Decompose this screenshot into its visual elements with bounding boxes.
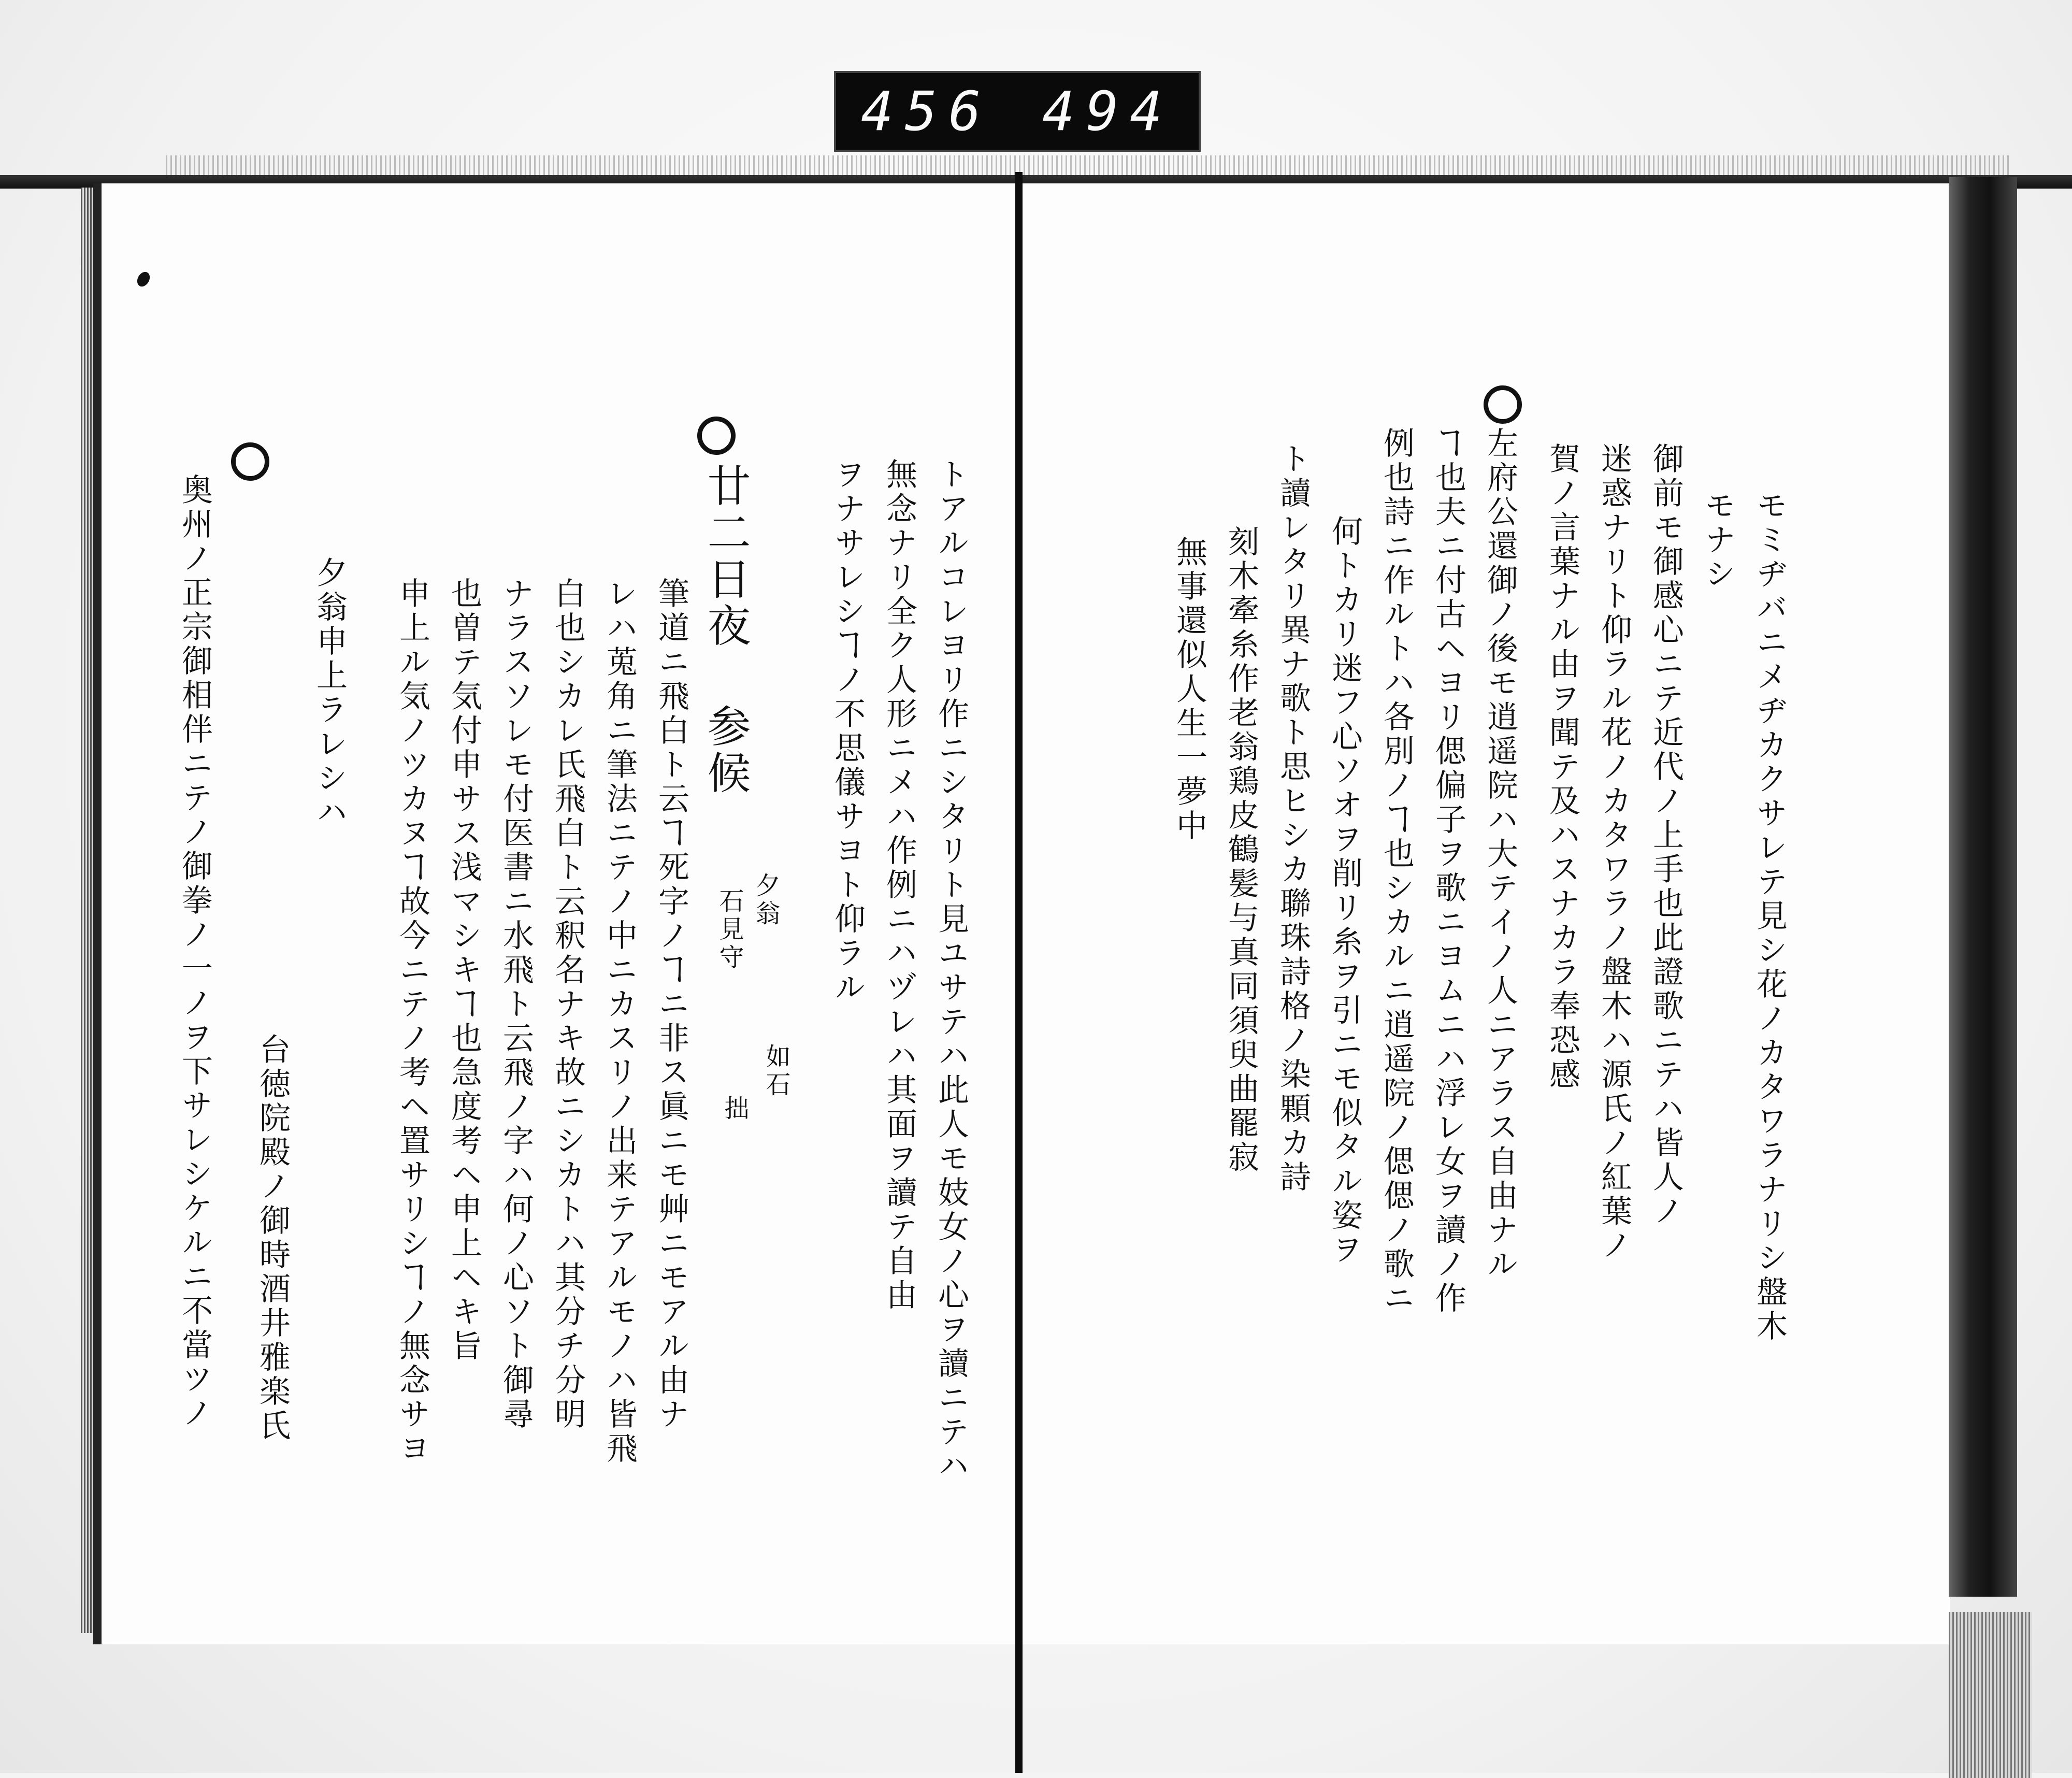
text-column: 台徳院殿ノ御時酒井雅楽氏 [254,1033,291,1443]
ink-mark [135,270,152,289]
text-column: トアルコレヨリ作ニシタリト見ユサテハ此人モ妓女ノ心ヲ讀ニテハ [933,458,969,1484]
text-column: 迷惑ナリト仰ラル花ノカタワラノ盤木ハ源氏ノ紅葉ノ [1596,442,1632,1263]
frame-counter-plate [834,71,1201,152]
text-column: モミヂバニメヂカクサレテ見シ花ノカタワラナリシ盤木 [1751,489,1788,1344]
right-page-edges [1949,177,2017,1597]
text-column: 如石 [761,1043,790,1099]
text-column: 廿二日夜 参候 [700,463,751,797]
text-column: 奥州ノ正宗御相伴ニテノ御拳ノ一ノヲ下サレシケルニ不當ツノ [177,474,213,1431]
text-column: 左府公還御ノ後モ逍遥院ハ大テイノ人ニアラス自由ナル [1482,427,1518,1282]
text-column: 御前モ御感心ニテ近代ノ上手也此證歌ニテハ皆人ノ [1648,442,1684,1229]
text-column: 拙 [720,1095,749,1123]
text-column: 何トカリ迷フ心ソオヲ削リ糸ヲ引ニモ似タル姿ヲ [1327,515,1363,1267]
text-column: ヿ也夫ニ付古ヘヨリ偲偏子ヲ歌ニヨムニハ浮レ女ヲ讀ノ作 [1430,427,1466,1316]
text-column: レハ莵角ニ筆法ニテノ中ニカスリノ出来テアルモノハ皆飛 [601,577,638,1466]
counter-right-number: 494 [1042,80,1174,143]
text-column: 筆道ニ飛白ト云ヿ死字ノヿニ非ス眞ニモ艸ニモアル由ナ [653,577,689,1432]
text-column: 刻木牽糸作老翁鶏皮鶴髪与真同須臾曲罷寂 [1223,525,1259,1175]
left-page [93,183,1029,1644]
text-column: 夕翁申上ラレシハ [311,556,348,830]
right-page [1024,183,1950,1644]
text-column: 石見守 [715,888,744,972]
text-column: 無念ナリ全ク人形ニメハ作例ニハヅレハ其面ヲ讀テ自由 [881,458,917,1313]
right-page-edges-bottom [1949,1612,2032,1778]
circle-mark [697,417,736,455]
text-column: 白也シカレ氏飛白ト云釈名ナキ故ニシカトハ其分チ分明 [550,577,586,1432]
open-book [73,172,2020,1654]
text-column: 申上ル気ノツカヌヿ故今ニテノ考ヘ置サリシヿノ無念サヨ [394,577,430,1466]
text-column: 也曽テ気付申サス浅マシキヿ也急度考ヘ申上ヘキ旨 [446,577,482,1364]
counter-left-number: 456 [861,80,992,143]
text-column: 無事還似人生一夢中 [1171,536,1207,843]
text-column: ヲナサレシヿノ不思儀サヨト仰ラル [829,458,866,1005]
text-column: モナシ [1700,489,1736,592]
text-column: ナラスソレモ付医書ニ水飛ト云飛ノ字ハ何ノ心ソト御尋 [498,577,534,1432]
book-spine [1015,172,1023,1773]
text-column: 例也詩ニ作ルトハ各別ノヿ也シカルニ逍遥院ノ偲偲ノ歌ニ [1378,427,1415,1316]
circle-mark [1484,385,1522,424]
circle-mark [231,442,269,481]
text-column: 賀ノ言葉ナル由ヲ聞テ及ハスナカラ奉恐感 [1544,442,1580,1092]
text-column: 夕翁 [751,872,780,928]
text-column: ト讀レタリ異ナ歌ト思ヒシカ聯珠詩格ノ染顆カ詩 [1275,442,1311,1195]
